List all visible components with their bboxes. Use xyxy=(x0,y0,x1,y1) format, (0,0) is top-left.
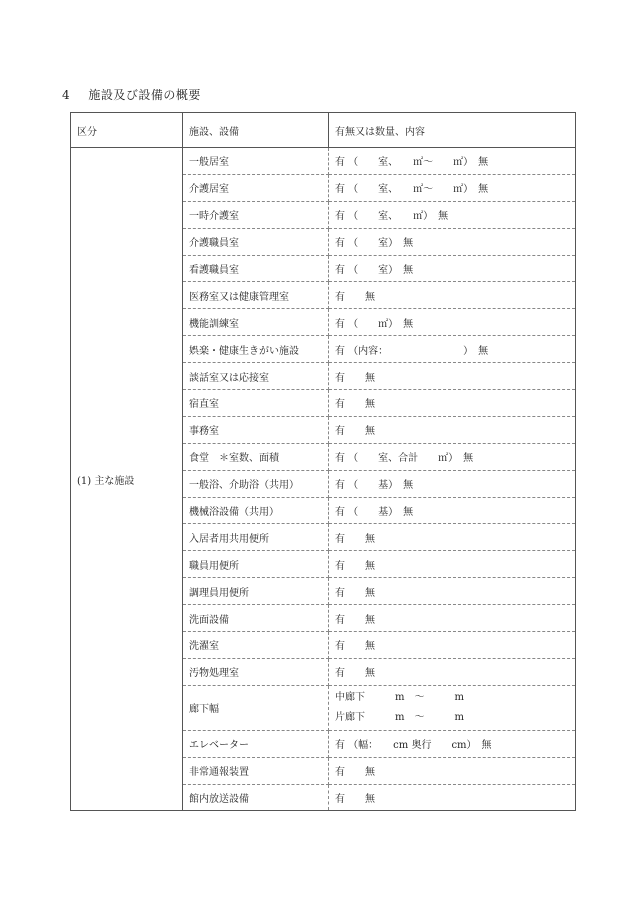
facility-content: 有 （ 室） 無 xyxy=(329,255,576,282)
facility-name: 一般居室 xyxy=(183,148,329,175)
facility-content: 有 （ 室、 ㎡） 無 xyxy=(329,201,576,228)
facility-content: 有 無 xyxy=(329,551,576,578)
facility-name: 一時介護室 xyxy=(183,201,329,228)
facility-name: 介護職員室 xyxy=(183,228,329,255)
facility-name: 娯楽・健康生きがい施設 xyxy=(183,336,329,363)
facility-content: 有 （ 室） 無 xyxy=(329,228,576,255)
facility-content: 有 無 xyxy=(329,416,576,443)
facility-content: 有 無 xyxy=(329,363,576,390)
facility-name: 非常通報装置 xyxy=(183,757,329,784)
facility-content: 有 （ 基） 無 xyxy=(329,497,576,524)
facility-name: 調理員用便所 xyxy=(183,578,329,605)
facility-content: 有 （ 室、合計 ㎡） 無 xyxy=(329,443,576,470)
facility-content: 有 無 xyxy=(329,658,576,685)
section-title xyxy=(62,86,201,103)
section-number: 4 xyxy=(62,88,71,102)
facility-name: 食堂 ＊室数、面積 xyxy=(183,443,329,470)
facility-name: 汚物処理室 xyxy=(183,658,329,685)
facility-name: エレベーター xyxy=(183,730,329,757)
facility-content: 有 無 xyxy=(329,282,576,309)
facility-name: 宿直室 xyxy=(183,390,329,417)
facility-name: 洗面設備 xyxy=(183,605,329,632)
facility-name: 医務室又は健康管理室 xyxy=(183,282,329,309)
facility-content: 有 無 xyxy=(329,784,576,811)
facility-name: 廊下幅 xyxy=(183,685,329,730)
header-content: 有無又は数量、内容 xyxy=(329,113,576,148)
facility-name: 機能訓練室 xyxy=(183,309,329,336)
facility-content: 有 （内容： ） 無 xyxy=(329,336,576,363)
facility-name: 一般浴、介助浴（共用） xyxy=(183,470,329,497)
facility-content-line: 中廊下 m ～ m xyxy=(335,691,464,703)
facility-name: 機械浴設備（共用） xyxy=(183,497,329,524)
facility-content: 有 （幅： cm 奥行 cm） 無 xyxy=(329,730,576,757)
facility-content: 有 無 xyxy=(329,578,576,605)
facility-content xyxy=(329,685,576,730)
facility-name: 談話室又は応接室 xyxy=(183,363,329,390)
facility-name: 看護職員室 xyxy=(183,255,329,282)
facility-content: 有 （ ㎡） 無 xyxy=(329,309,576,336)
section-title-text: 施設及び設備の概要 xyxy=(88,88,201,102)
header-facility: 施設、設備 xyxy=(183,113,329,148)
table-header-row xyxy=(71,113,576,148)
facility-name: 洗濯室 xyxy=(183,632,329,659)
facility-name: 事務室 xyxy=(183,416,329,443)
category-cell: (1) 主な施設 xyxy=(71,148,183,811)
facilities-table xyxy=(70,112,576,811)
header-category: 区分 xyxy=(71,113,183,148)
facility-content: 有 無 xyxy=(329,605,576,632)
facility-content: 有 （ 基） 無 xyxy=(329,470,576,497)
facility-name: 職員用便所 xyxy=(183,551,329,578)
facility-content: 有 無 xyxy=(329,757,576,784)
facility-content: 有 （ 室、 ㎡～ ㎡） 無 xyxy=(329,174,576,201)
facility-content: 有 無 xyxy=(329,390,576,417)
facility-content: 有 無 xyxy=(329,632,576,659)
facility-content: 有 無 xyxy=(329,524,576,551)
facility-content-line: 片廊下 m ～ m xyxy=(335,711,464,723)
table-row xyxy=(71,148,576,175)
facility-name: 館内放送設備 xyxy=(183,784,329,811)
facility-name: 介護居室 xyxy=(183,174,329,201)
facility-content: 有 （ 室、 ㎡～ ㎡） 無 xyxy=(329,148,576,175)
facility-name: 入居者用共用便所 xyxy=(183,524,329,551)
